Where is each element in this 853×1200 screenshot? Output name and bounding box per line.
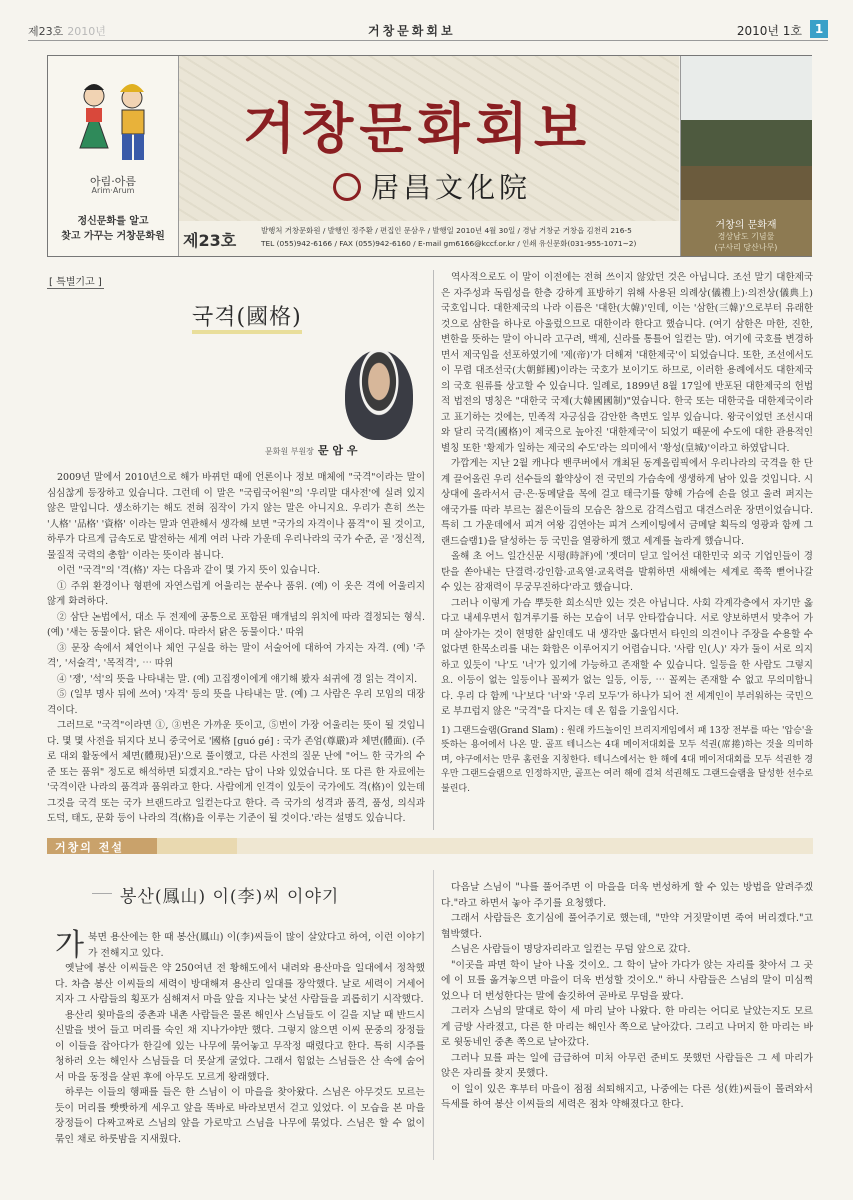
masthead-title: 거창문화회보	[243, 96, 592, 160]
legend-right-column	[441, 880, 813, 1113]
paragraph: 스님은 사람들이 명당자리라고 일컫는 무덤 앞으로 갔다.	[451, 944, 691, 955]
paragraph: 2009년 말에서 2010년으로 해가 바뀌던 때에 언론이나 정보 매체에 "국격"이라는 말이 심심찮게 등장하고 있습니다. 그런데 이 말은 "국립국어원"의 '우리말 대사전'에 실려 있지 않은 말입니다. 생소하기는 해도 전혀 짐작이 가지 않는 말은 아니지요. 우리가 흔히 쓰는 '人格' '品格' '資格' 이라는 말과 연관해서 생각해 보면 "국가의 자격이나 품격"이 될 것이고, 하루가 다르게 급속도로 발전하는 세계 여러 나라 가운데 우리나라의 국가 수준, 곧 '정신적, 물질적 국력의 총합' 이라는 뜻이라 봅니다.	[47, 472, 425, 561]
mascot-roman-name: Arim·Arum	[91, 186, 135, 195]
issue-number: 제23호	[183, 231, 237, 250]
paragraph: 그래서 사람들은 호기심에 풀어주기로 했는데, "만약 거짓말이면 죽여 버리겠다."고 협박했다.	[441, 913, 813, 940]
drop-cap: 가	[55, 928, 84, 963]
author-byline: 문화원 부원장 문 암 우	[265, 444, 358, 457]
paragraph: 옛날에 봉산 이씨들은 약 250여년 전 황해도에서 내려와 용산마을 일대에서 정착했다. 차츰 봉산 이씨들의 세력이 방대해져 용산리 일대를 장악했다. 날로 세력이 거세어지자 그 사람들의 횡포가 심해져서 마을 앞을 지나는 낯선 사람들을 괴롭히기 시작했다.	[55, 963, 425, 1005]
legend-section-band: 거창의 전설	[47, 838, 813, 854]
publication-info: 발행처 거창문화원 / 발행인 정주환 / 편집인 문삼우 / 발행일 2010년 4월 30일 / 경남 거창군 거창읍 김천리 216-5 TEL (055)942-6166 / FAX (055)942-6160 / E-mail gm6166@kccf.or.kr / 인쇄 유신문화(031-955-1071~2)	[261, 226, 637, 248]
paragraph: 역사적으로도 이 말이 이전에는 전혀 쓰이지 않았던 것은 아닙니다. 조선 말기 대한제국은 자주성과 독립성을 한층 강하게 표방하기 위해 사용된 의례상(儀禮上)·의전상(儀典上) 국호입니다. 대한제국의 나라 이름은 '대한(大韓)'인데, 이는 '삼한(三韓)'으로부터 유래한 것으로 삼한을 하나로 아울렀으므로 대한이라 한다고 했습니다. (여기 삼한은 마한, 진한, 변한을 뜻하는 말이 아니라 고구려, 백제, 신라를 통틀어 일컫는 말). 여기에 국호를 변경하면서 제국임을 선포하였기에 '제(帝)'가 더해져 '대한제국'이 되었습니다. 또한, 조선에서도 이 무렵 대조선국(大朝鮮國)이라는 국호가 보이기도 하므로, 이러한 용례에서도 대한제국의 국호 원류를 상고할 수 있습니다. 일례로, 1899년 8월 17일에 반포된 대한제국의 헌법적 법전의 명칭은 "대한국 국제(大韓國國制)"였습니다. 한국 또는 대한국을 대한제국이라고 표기하는 것에는, 민족적 자긍심을 감안한 측면도 일부 있습니다. 왕국이었던 조선시대와 달리 국격(國格)이 제국으로 높아진 '대한제국'이 되었기 때문에 수도에 대한 관용적인 별칭 또한 '황제가 일하는 제국의 수도'라는 의미에서 '황성(皇城)'이라고 하였답니다.	[441, 272, 813, 454]
photo-caption: 거창의 문화재 경상남도 기념물 (구사리 당산나무)	[714, 220, 778, 252]
paragraph: 그러나 묘를 파는 일에 급급하여 미처 아무런 준비도 못했던 사람들은 그 세 마리가 앉은 자리를 찾지 못했다.	[441, 1052, 813, 1079]
paragraph: 가깝게는 지난 2월 캐나다 밴쿠버에서 개최된 동계올림픽에서 우리나라의 국격을 한 단계 끌어올린 우리 선수들의 활약상이 전 국민의 가슴속에 생생하게 남아 있을 것입니다. 시상대에 올라서서 금·은·동메달을 목에 걸고 태극기를 향해 가슴에 손을 얹고 울려 퍼지는 애국가를 따라 부르는 젊은이들의 모습은 참으로 감격스럽고 대견스러운 장면이었습니다. 특히 그 가운데에서 피겨 여왕 김연아는 피겨 스케이팅에서 금메달 획득의 영광과 함께 그랜드슬램1)을 달성하는 등 국민을 열광하게 했고 세계를 놀라게 했습니다.	[441, 458, 813, 547]
footnote: 1) 그랜드슬램(Grand Slam) : 원래 카드놀이인 브리지게임에서 패 13장 전부를 따는 '압승'을 뜻하는 용어에서 나온 말. 골프 테니스는 4대 메이저대회를 모두 석권(席捲)하는 것을 의미하며, 야구에서는 만루 홈런을 지칭한다. 테니스에서는 한 해에 4대 메이저대회를 모두 석권한 경우만 그랜드슬램으로 인정하지만, 골프는 여러 해에 걸쳐 석권해도 그랜드슬램을 달성한 선수로 불린다.	[441, 725, 813, 794]
paragraph: 하루는 이들의 행패를 들은 한 스님이 이 마을을 찾아왔다. 스님은 아무것도 모르는 듯이 머리를 빳빳하게 세우고 앞을 똑바로 바라보면서 걷고 있었다. 이 모습을 본 마을 장정들이 다짜고짜로 스님의 앞을 가로막고 스님을 나무에 묶었다. 스님은 할 수 없이 묶인 채로 하룻밤을 지새웠다.	[55, 1087, 425, 1145]
mascot-illustration	[66, 78, 161, 170]
slogan: 정신문화를 알고 찾고 가꾸는 거창문화원	[61, 216, 165, 242]
paragraph: ⑤ (일부 명사 뒤에 쓰여) '자격' 등의 뜻을 나타내는 말. (예) 그 사람은 우리 모임의 대장 격이다.	[47, 689, 425, 716]
article-body-right	[441, 270, 813, 796]
paragraph: 다음날 스님이 "나를 풀어주면 이 마을을 더욱 번성하게 할 수 있는 방법을 알려주겠다."라고 하면서 놓아 주기를 요청했다.	[441, 882, 813, 909]
paragraph: ① 주위 환경이나 형편에 자연스럽게 어울리는 분수나 품위. (예) 이 옷은 격에 어울리지 않게 화려하다.	[47, 580, 425, 607]
paragraph: 가북면 용산에는 한 때 봉산(鳳山) 이(李)씨들이 많이 살았다고 하여, 이런 이야기가 전해지고 있다.	[55, 928, 425, 963]
article-title: 국격(國格)	[192, 300, 302, 331]
mascot-panel	[48, 56, 179, 256]
paragraph: "이곳을 파면 학이 날아 나올 것이오. 그 학이 날아 가다가 앉는 자리를 찾아서 그 곳에 이 묘를 옮겨놓으면 마을이 더욱 번성할 것이오." 하니 사람들은 스님의 말이 미심쩍었으나 더 번성한다는 말에 솔깃하여 곧바로 무덤을 팠다.	[441, 959, 813, 1002]
paragraph: ② 삼단 논법에서, 대소 두 전제에 공통으로 포함된 매개념의 위치에 따라 결정되는 형식. (예) '새는 동물이다. 닭은 새이다. 따라서 닭은 동물이다.' 따위	[47, 611, 425, 638]
legend-column-divider	[433, 870, 434, 1160]
paragraph: 그러자 스님의 말대로 학이 세 마리 날아 나왔다. 한 마리는 어디로 날았는지도 모르게 금방 사라졌고, 다른 한 마리는 해인사 쪽으로 날아갔다. 그리고 나머지 한 마리는 바로 윗동네인 중촌 쪽으로 날아갔다.	[441, 1006, 813, 1048]
emblem-icon	[333, 173, 361, 201]
article-body-left	[47, 470, 425, 827]
mascot-name: 아림·아름	[89, 175, 136, 188]
paragraph: 그러므로 "국격"이라면 ①, ③번은 가까운 뜻이고, ⑤번이 가장 어울리는 뜻이 될 것입니다. 몇 몇 사전을 뒤지다 보니 중국어로 '國格 [guó gé] : 국가 존엄(尊嚴)과 체면(體面). (주로 대외 활동에서 체면(體現)된)'으로 풀이했고, 다른 사전의 질문 난에 "어느 한 국가의 수준 또는 품위" 정도로 해석하면 되겠지요."라는 답이 나와 있었습니다. 또 다른 한 자료에는 '국격이란 나라의 품격과 품위라고 한다. 사람에게 인격이 있듯이 국가에도 격(格)이 있는데 그것을 국격 또는 국가 브랜드라고 일컫는다고 한다. 즉 국가의 성격과 품격, 품성, 의식과 도덕, 태도, 문화 등이 나라의 격(格)을 이루는 기준이 될 것이다.'라는 설명도 있습니다.	[47, 720, 425, 824]
legend-left-column	[55, 930, 425, 1147]
header-paper-name: 거창문화회보	[368, 24, 456, 38]
paragraph: 이 일이 있은 후부터 마을이 점점 쇠퇴해지고, 나중에는 다른 성(姓)씨들이 몰려와서 득세를 하여 봉산 이씨들의 세력은 점차 약해졌다고 한다.	[441, 1083, 813, 1110]
header-date: 2010년 1호	[736, 24, 802, 38]
author-photo	[345, 350, 413, 440]
legend-body-right	[441, 880, 813, 1113]
paragraph: ③ 문장 속에서 체언이나 체언 구실을 하는 말이 서술어에 대하여 가지는 자격. (예) '주격', '서술격', '목적격', ⋯ 따위	[47, 642, 425, 669]
page-header	[28, 20, 828, 41]
paragraph: 그러나 이렇게 가슴 뿌듯한 희소식만 있는 것은 아닙니다. 사회 각계각층에서 자기만 옳다고 내세우면서 힘겨루기를 하는 모습이 너무 안타깝습니다. 서로 양보하면서 맞추어 가며 살아가는 것이 현명한 삶인데도 내 생각만 옳다면서 타인의 의견이나 주장을 수용할 수 없다면 한목소리를 내는 화합은 이루어지기 어렵습니다. '사람 인(人)' 자가 둘이 서로 의지하고 있듯이 '나'도 '너'가 있기에 가능하고 존재할 수 있습니다. 일등을 한 사람도 그렇지요. 이등이 없는 일등이나 꼴찌가 없는 일등, 이등, ⋯ 꼴찌는 존재할 수 없고 무의미합니다. 우리 다 함께 '나'보다 '너'와 '우리 모두'가 하나가 되어 전 세계인이 부러워하는 국민으로 부끄럽지 않은 "국격"을 다지는 데 온 힘을 기울입시다.	[441, 597, 813, 717]
article-tag: [ 특별기고 ]	[47, 273, 104, 289]
masthead-subtitle: 居昌文化院	[333, 166, 531, 206]
masthead	[47, 55, 812, 257]
header-issue: 제23호 2010년	[28, 25, 106, 38]
column-divider	[433, 270, 434, 830]
paragraph: ④ '쟁', '석'의 뜻을 나타내는 말. (예) 고집쟁이에게 얘기해 봤자 쇠귀에 경 읽는 격이지.	[57, 673, 418, 685]
paragraph: 용산리 윗마을의 중촌과 내촌 사람들은 물론 해인사 스님들도 이 길을 지날 때 반드시 신발을 벗어 들고 머리를 숙인 채 지나가야만 했다. 그렇지 않으면 이씨 문중의 장정들이 이들을 잡아다가 한길에 있는 나무에 묶어놓고 무작정 때렸다고 한다. 특히 시주를 청하러 오는 해인사 스님들을 더 못살게 굴었다. 그래서 힘없는 스님들은 산 속에 숨어서 마을 동정을 살핀 후에 아무도 모르게 왕래했다.	[55, 1009, 425, 1083]
legend-title: 봉산(鳳山) 이(李)씨 이야기	[120, 882, 339, 907]
page-number-badge: 1	[810, 20, 828, 38]
paragraph: 이런 "국격"의 '격(格)' 자는 다음과 같이 몇 가지 뜻이 있습니다.	[57, 565, 320, 576]
paragraph: 올해 초 어느 일간신문 시평(時評)에 '젯더미 딛고 일어선 대한민국 외국 기업인들이 경탄을 쏟아내는 단결력·강인함·교육열·교육력을 발휘하면 새해에는 세계로 쭉쭉 뻗어나갈 수 있는 잠재력이 무궁무진하다'라고 했습니다.	[441, 551, 813, 593]
legend-body-left	[55, 930, 425, 1147]
article-left-column	[47, 270, 427, 824]
